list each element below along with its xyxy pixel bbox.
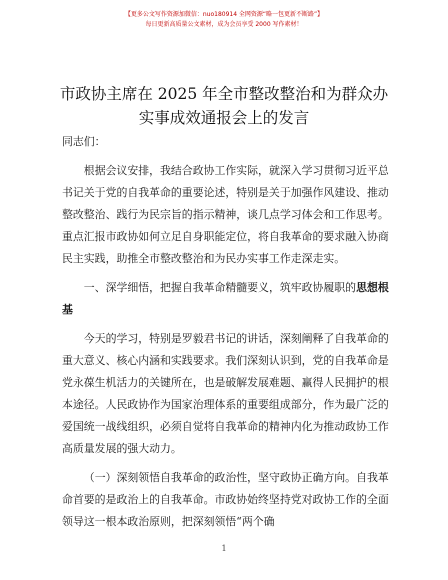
paragraph-intro: 根据会议安排，我结合政协工作实际，就深入学习贯彻习近平总书记关于党的自我革命的重要论述，特别是关于加强作风建设、推动整改整治、践行为民宗旨的指示精神，谈几点学习体会和工作思考。重点汇报市政协如何立足自身职能定位，将自我革命的要求融入协商民主实践，助推全市整改整治和为民办实事工作走深走实。	[62, 164, 389, 265]
promo-line-1: 【更多公文写作资源加微信：nuo180914 全网资源“略一包更新不断路”】	[124, 11, 324, 18]
promo-banner	[0, 10, 448, 30]
section-heading-1-bold: 思想根基	[62, 281, 389, 316]
page-number: 1	[221, 544, 227, 553]
salutation: 同志们：	[62, 135, 106, 148]
document-body	[62, 131, 392, 533]
paragraph-subsection-1: （一）深刻领悟自我革命的政治性，坚守政协正确方向。自我革命首要的是政治上的自我革命。市政协始终坚持党对政协工作的全面领导这一根本政治原则，把深刻领悟“两个确	[62, 471, 389, 528]
paragraph-study: 今天的学习，特别是罗毅君书记的讲话，深刻阐释了自我革命的重大意义、核心内涵和实践要求。我们深刻认识到，党的自我革命是党永葆生机活力的关键所在，也是破解发展难题、赢得人民拥护的根本途径。人民政协作为国家治理体系的重要组成部分，作为最广泛的爱国统一战线组织，必须自觉将自我革命的精神内化为推动政协工作高质量发展的强大动力。	[62, 332, 389, 455]
section-heading-1	[62, 277, 392, 321]
title-line-2: 实事成效通报会上的发言	[138, 109, 310, 127]
document-title	[40, 82, 408, 130]
promo-line-2: 每日更新高质量公文素材，成为会员享受 2000 写作素材！	[145, 21, 303, 28]
section-heading-1-text: 一、深学细悟，把握自我革命精髓要义，筑牢政协履职的	[83, 281, 357, 294]
title-line-1: 市政协主席在 2025 年全市整改整治和为群众办	[59, 85, 389, 103]
